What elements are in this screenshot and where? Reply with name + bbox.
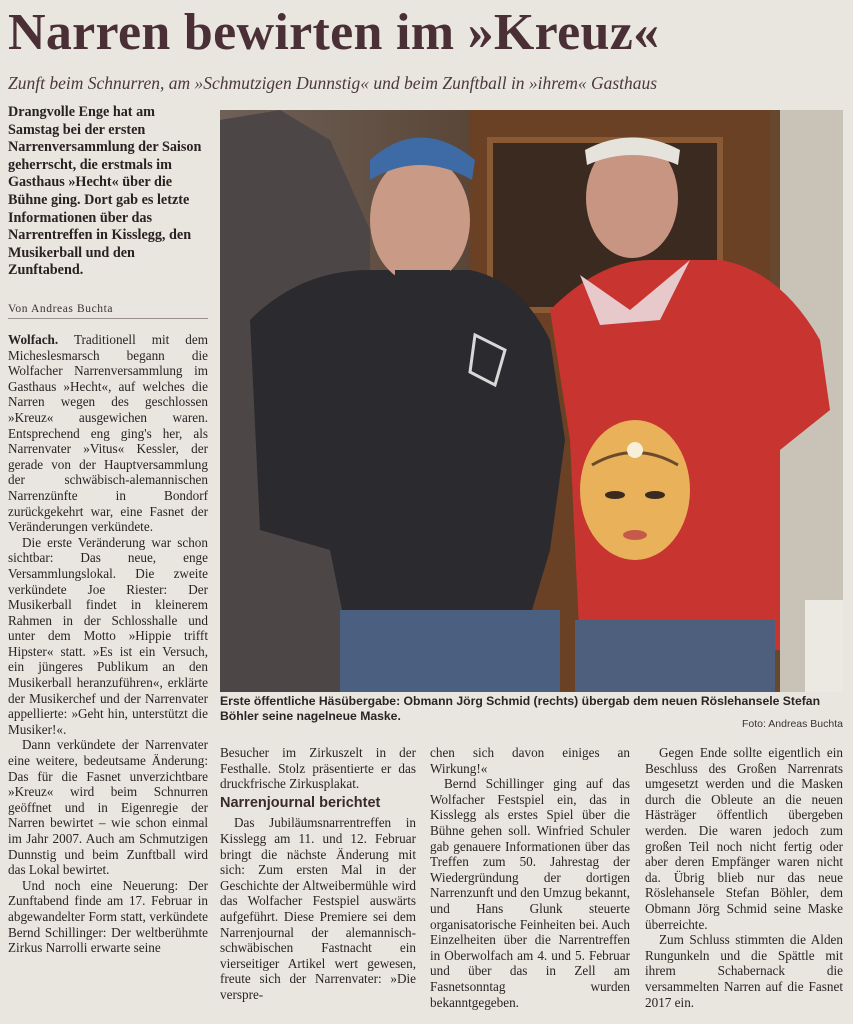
article-photo — [220, 110, 843, 692]
paragraph: Zum Schluss stimmten die Alden Rungunkeln und die Spättle mit ihrem Schabernack die versammelten Narren auf die Fasnet 2017 ein. — [645, 932, 843, 1010]
paragraph: chen sich davon einiges an Wirkung!« — [430, 745, 630, 776]
lead-paragraph: Drangvolle Enge hat am Samstag bei der ersten Narrenversammlung der Saison geherrscht, die erstmals im Gasthaus »Hecht« über die Bühne ging. Dort gab es letzte Informationen über das Narrentreffen in Kisslegg, den Musikerball und den Zunftabend. — [8, 104, 202, 279]
headline: Narren bewirten im »Kreuz« — [8, 4, 660, 61]
photo-caption: Erste öffentliche Häsübergabe: Obmann Jörg Schmid (rechts) übergab dem neuen Röslehansele Stefan Böhler seine nagelneue Maske. — [220, 694, 821, 723]
mask-eye-left — [605, 491, 625, 499]
mask-flower — [627, 442, 643, 458]
article-column-3 — [430, 745, 630, 1010]
person-left-collar — [395, 270, 450, 292]
paragraph — [8, 332, 208, 535]
person-left-jeans — [340, 610, 560, 692]
paragraph: Das Jubiläumsnarrentreffen in Kisslegg am 11. und 12. Februar bringt die nächste Änderung mit sich: Zum ersten Mal in der Geschichte der Altweibermühle wird das Wolfacher Festspiel auswärts aufgeführt. Diese Premiere sei dem Narrenjournal der alemannisch-schwäbischen Fastnacht ein vierseitiger Artikel wert gewesen, freute sich der Narrenvater: »Die verspre- — [220, 815, 416, 1002]
paragraph: Bernd Schillinger ging auf das Wolfacher Festspiel ein, das in Kisslegg als erstes Spiel über die Bühne gehen soll. Winfried Schuler gab genauere Informationen über das Treffen zum 50. Jahrestag der Wiedergründung der dortigen Narrenzunft und den Umzug bekannt, und Hans Glunk steuerte organisatorische Feinheiten bei. Auch Einzelheiten über die Narrentreffen in Oberwolfach am 4. und 5. Februar und über das in Zell am Fasnetsonntag wurden bekanntgegeben. — [430, 776, 630, 1010]
paragraph: Gegen Ende sollte eigentlich ein Beschluss des Großen Narrenrats umgesetzt werden und die Masken durch die Obleute an die neuen Hästräger öffentlich übergeben werden. Die waren jedoch zum großen Teil noch nicht fertig oder aber deren Empfänger waren nicht da. Übrig blieb nur das neue Röslehansele Stefan Böhler, dem Obmann Jörg Schmid seine Maske überreichte. — [645, 745, 843, 932]
paragraph-text: Traditionell mit dem Micheslesmarsch begann die Wolfacher Narrenversammlung im Gasthaus »Hecht«, auf welches die Narren wegen des geschlossen »Kreuz« ausgewichen waren. Entsprechend eng ging's her, als Narrenvater »Vitus« Kessler, der gerade von der Hauptversammlung der schwäbisch-alemannischen Narrenzünfte in Bondorf zurückgekehrt war, eine Fasnet der Veränderungen verkündete. — [8, 332, 208, 535]
paragraph: Und noch eine Neuerung: Der Zunftabend finde am 17. Februar in abgewandelter Form statt, verkündete Bernd Schillinger: Der weltberühmte Zirkus Narrolli erwarte seine — [8, 877, 208, 956]
photo-illustration — [220, 110, 843, 692]
tablecloth-shape — [805, 600, 843, 692]
subheadline: Zunft beim Schnurren, am »Schmutzigen Dunnstig« und beim Zunftball in »ihrem« Gasthaus — [8, 73, 658, 93]
photo-credit: Foto: Andreas Buchta — [742, 718, 843, 730]
article-column-2 — [220, 745, 416, 1003]
person-right-jeans — [575, 620, 775, 692]
paragraph: Besucher im Zirkuszelt in der Festhalle. Stolz präsentierte er das druckfrische Zirkusplakat. — [220, 745, 416, 792]
article-column-1 — [8, 332, 208, 956]
byline: Von Andreas Buchta — [8, 303, 208, 319]
person-left-face — [370, 156, 470, 284]
article-column-4 — [645, 745, 843, 1010]
mask-eye-right — [645, 491, 665, 499]
paragraph: Dann verkündete der Narrenvater eine weitere, bedeutsame Änderung: Das für die Fasnet unverzichtbare »Kreuz« wird beim Schnurren geöffnet und in Eigenregie der Narren bewirtet – wie schon einmal im Jahr 2007. Auch am Schmutzigen Dunnstig und beim Zunftball wird das Lokal bewirtet. — [8, 737, 208, 878]
dateline: Wolfach. — [8, 332, 59, 347]
mask-mouth — [623, 530, 647, 540]
section-heading: Narrenjournal berichtet — [220, 794, 381, 811]
paragraph: Die erste Veränderung war schon sichtbar: Das neue, enge Versammlungslokal. Die zweite verkündete Joe Riester: Der Musikerball findet in kleinerem Rahmen in der Schlosshalle und unter dem Motto »Hippie trifft Hipster« statt. »Es ist ein Versuch, ein jüngeres Publikum an den Musikerball heranzuführen«, erklärte der Musikerchef und der Narrenvater appellierte: »Geht hin, unterstützt die Musiker!«. — [8, 534, 208, 737]
